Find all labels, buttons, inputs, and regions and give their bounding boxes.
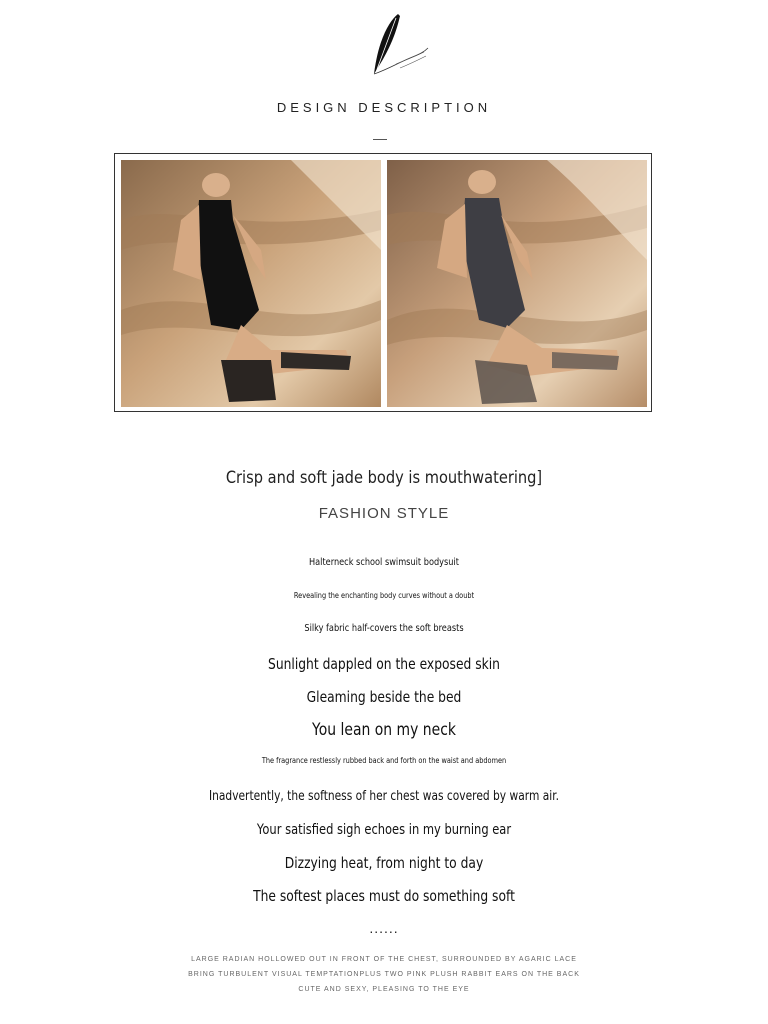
description-line: Sunlight dappled on the exposed skin <box>268 655 500 673</box>
description-line: Silky fabric half-covers the soft breasts <box>304 623 464 634</box>
description-line: You lean on my neck <box>312 720 456 740</box>
title-divider <box>373 139 387 140</box>
description-line: Dizzying heat, from night to day <box>284 854 484 872</box>
fine-print-line: BRING TURBULENT VISUAL TEMPTATIONPLUS TWO PINK PLUSH RABBIT EARS ON THE BACK <box>188 971 580 978</box>
description-line: Gleaming beside the bed <box>306 688 462 706</box>
description-line: Your satisfied sigh echoes in my burning ear <box>256 822 512 838</box>
description-line: Inadvertently, the softness of her chest was covered by warm air. <box>208 789 560 804</box>
headline: Crisp and soft jade body is mouthwatering] <box>225 468 543 488</box>
feather-quill-icon <box>366 12 430 80</box>
model-photo-grey <box>387 160 647 407</box>
description-line: The softest places must do something soft <box>253 887 515 905</box>
subhead: FASHION STYLE <box>318 505 450 522</box>
fine-print-line: LARGE RADIAN HOLLOWED OUT IN FRONT OF THE CHEST, SURROUNDED BY AGARIC LACE <box>191 956 577 963</box>
ellipsis: ...... <box>369 920 399 936</box>
fine-print-line: CUTE AND SEXY, PLEASING TO THE EYE <box>298 986 470 993</box>
description-line: The fragrance restlessly rubbed back and forth on the waist and abdomen <box>261 756 507 765</box>
model-photo-black <box>121 160 381 407</box>
section-title: DESIGN DESCRIPTION <box>276 100 492 115</box>
description-line: Halterneck school swimsuit bodysuit <box>308 557 460 568</box>
description-line: Revealing the enchanting body curves without a doubt <box>293 591 475 600</box>
photo-frame <box>114 153 652 412</box>
